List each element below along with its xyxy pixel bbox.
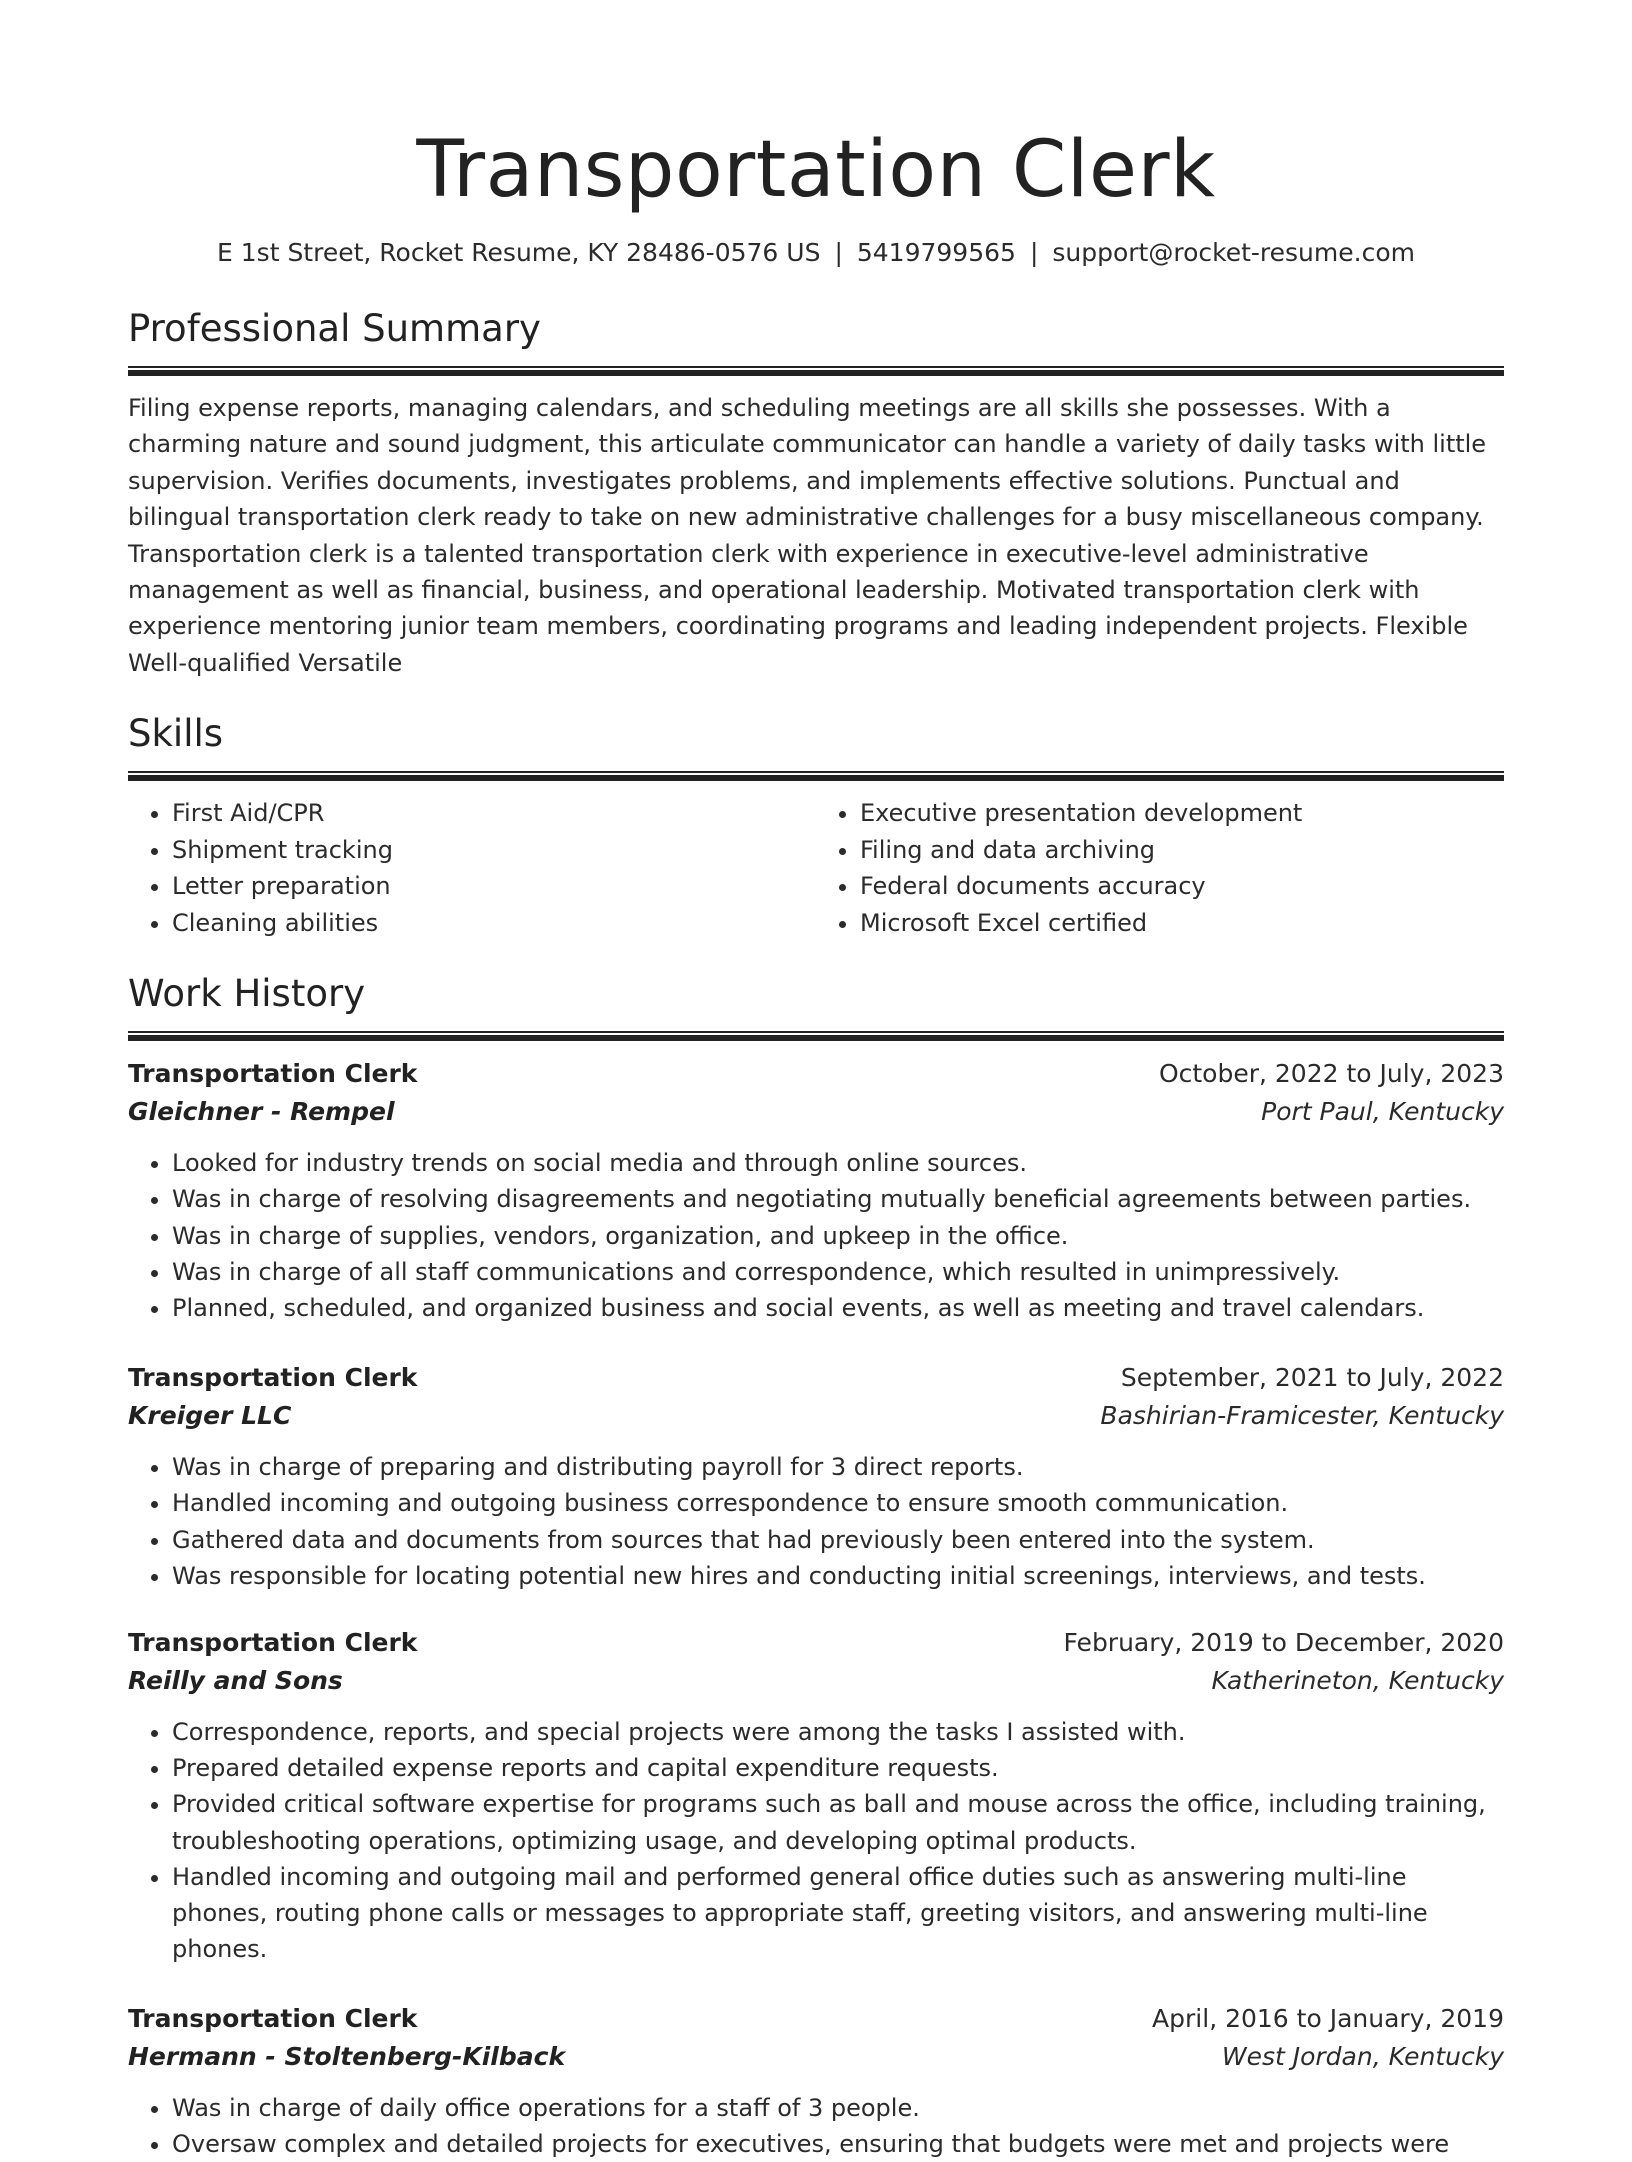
job-bullets bbox=[128, 1714, 1504, 1967]
job-location: Bashirian-Framicester, Kentucky bbox=[1100, 1401, 1504, 1431]
job-bullet: • Was in charge of preparing and distributing payroll for 3 direct reports. bbox=[172, 1449, 1504, 1485]
job-location: Katherineton, Kentucky bbox=[1211, 1666, 1504, 1696]
job-location: West Jordan, Kentucky bbox=[1221, 2041, 1504, 2071]
job-entry bbox=[128, 1624, 1504, 1967]
job-title: Transportation Clerk bbox=[128, 1628, 418, 1658]
contact-separator: | bbox=[1029, 238, 1039, 267]
job-header bbox=[128, 1055, 1504, 1093]
job-bullets bbox=[128, 2090, 1504, 2162]
job-bullet: • Was responsible for locating potential new hires and conducting initial screenings, interviews, and tests. bbox=[172, 1558, 1504, 1594]
job-dates: April, 2016 to January, 2019 bbox=[1152, 2003, 1504, 2033]
skill-item: • Letter preparation bbox=[172, 868, 816, 905]
job-company: Kreiger LLC bbox=[128, 1401, 292, 1431]
contact-separator: | bbox=[834, 238, 843, 267]
job-title: Transportation Clerk bbox=[128, 1059, 418, 1089]
job-title: Transportation Clerk bbox=[128, 1363, 418, 1393]
skill-item: • Filing and data archiving bbox=[860, 832, 1504, 869]
job-company: Hermann - Stoltenberg-Kilback bbox=[128, 2041, 566, 2071]
resume-name: Transportation Clerk bbox=[416, 125, 1216, 215]
skill-item: • First Aid/CPR bbox=[172, 795, 816, 832]
job-subheader bbox=[128, 1397, 1504, 1435]
skills-list-right bbox=[816, 795, 1504, 941]
job-header bbox=[128, 2000, 1504, 2038]
skill-item: • Federal documents accuracy bbox=[860, 868, 1504, 905]
job-bullet: • Correspondence, reports, and special projects were among the tasks I assisted with. bbox=[172, 1714, 1504, 1750]
summary-heading: Professional Summary bbox=[128, 307, 541, 350]
skill-item: • Microsoft Excel certified bbox=[860, 905, 1504, 942]
job-bullet: • Prepared detailed expense reports and capital expenditure requests. bbox=[172, 1750, 1504, 1786]
job-company: Reilly and Sons bbox=[128, 1666, 343, 1696]
job-bullet: • Gathered data and documents from sources that had previously been entered into the system. bbox=[172, 1522, 1504, 1558]
job-dates: September, 2021 to July, 2022 bbox=[1120, 1363, 1504, 1393]
job-dates: February, 2019 to December, 2020 bbox=[1063, 1628, 1504, 1658]
job-dates: October, 2022 to July, 2023 bbox=[1158, 1059, 1504, 1089]
skills-section bbox=[128, 711, 1504, 941]
job-header bbox=[128, 1624, 1504, 1662]
contact-line bbox=[128, 236, 1504, 270]
job-bullet: • Was in charge of resolving disagreements and negotiating mutually beneficial agreements between parties. bbox=[172, 1181, 1504, 1217]
job-entry bbox=[128, 1055, 1504, 1326]
job-company: Gleichner - Rempel bbox=[128, 1097, 395, 1127]
job-bullet: • Planned, scheduled, and organized business and social events, as well as meeting and travel calendars. bbox=[172, 1290, 1504, 1326]
skill-item: • Cleaning abilities bbox=[172, 905, 816, 942]
job-bullet: • Oversaw complex and detailed projects for executives, ensuring that budgets were met and projects were bbox=[172, 2126, 1504, 2162]
job-entry bbox=[128, 1359, 1504, 1594]
job-bullets bbox=[128, 1449, 1504, 1594]
job-bullet: • Handled incoming and outgoing business correspondence to ensure smooth communication. bbox=[172, 1485, 1504, 1521]
work-history-section bbox=[128, 971, 1504, 2162]
job-bullet: • Was in charge of all staff communications and correspondence, which resulted in unimpressively. bbox=[172, 1254, 1504, 1290]
skill-item: • Executive presentation development bbox=[860, 795, 1504, 832]
summary-text: Filing expense reports, managing calendars, and scheduling meetings are all skills she possesses. With a charming nature and sound judgment, this articulate communicator can handle a variety of daily tasks with little supervision. Verifies documents, investigates problems, and implements effective solutions. Punctual and bilingual transportation clerk ready to take on new administrative challenges for a busy miscellaneous company. Transportation clerk is a talented transportation clerk with experience in executive-level administrative management as well as financial, business, and operational leadership. Motivated transportation clerk with experience mentoring junior team members, coordinating programs and leading independent projects. Flexible Well-qualified Versatile bbox=[128, 394, 1487, 677]
job-title: Transportation Clerk bbox=[128, 2003, 418, 2033]
job-subheader bbox=[128, 1093, 1504, 1131]
job-header bbox=[128, 1359, 1504, 1397]
job-bullet: • Was in charge of supplies, vendors, organization, and upkeep in the office. bbox=[172, 1218, 1504, 1254]
job-bullet: • Handled incoming and outgoing mail and performed general office duties such as answering multi-line phones, routing phone calls or messages to appropriate staff, greeting visitors, and answering multi-line phones. bbox=[172, 1859, 1504, 1968]
section-divider bbox=[128, 1031, 1504, 1041]
skill-item: • Shipment tracking bbox=[172, 832, 816, 869]
section-divider bbox=[128, 771, 1504, 781]
job-location: Port Paul, Kentucky bbox=[1261, 1097, 1504, 1127]
summary-section bbox=[128, 306, 1504, 681]
job-bullet: • Provided critical software expertise for programs such as ball and mouse across the office, including training, troubleshooting operations, optimizing usage, and developing optimal products. bbox=[172, 1786, 1504, 1858]
job-subheader bbox=[128, 1662, 1504, 1700]
job-bullet: • Looked for industry trends on social media and through online sources. bbox=[172, 1145, 1504, 1181]
contact-phone[interactable]: 5419799565 bbox=[856, 238, 1016, 267]
skills-heading: Skills bbox=[128, 712, 224, 756]
job-entry bbox=[128, 2000, 1504, 2162]
job-subheader bbox=[128, 2038, 1504, 2076]
skills-columns bbox=[128, 795, 1504, 941]
contact-address: E 1st Street, Rocket Resume, KY 28486-0576 US bbox=[217, 238, 821, 267]
job-bullet: • Was in charge of daily office operations for a staff of 3 people. bbox=[172, 2090, 1504, 2126]
job-bullets bbox=[128, 1145, 1504, 1326]
skills-list-left bbox=[128, 795, 816, 941]
work-history-heading: Work History bbox=[128, 972, 366, 1016]
section-divider bbox=[128, 366, 1504, 376]
contact-email[interactable]: support@rocket-resume.com bbox=[1052, 238, 1415, 267]
